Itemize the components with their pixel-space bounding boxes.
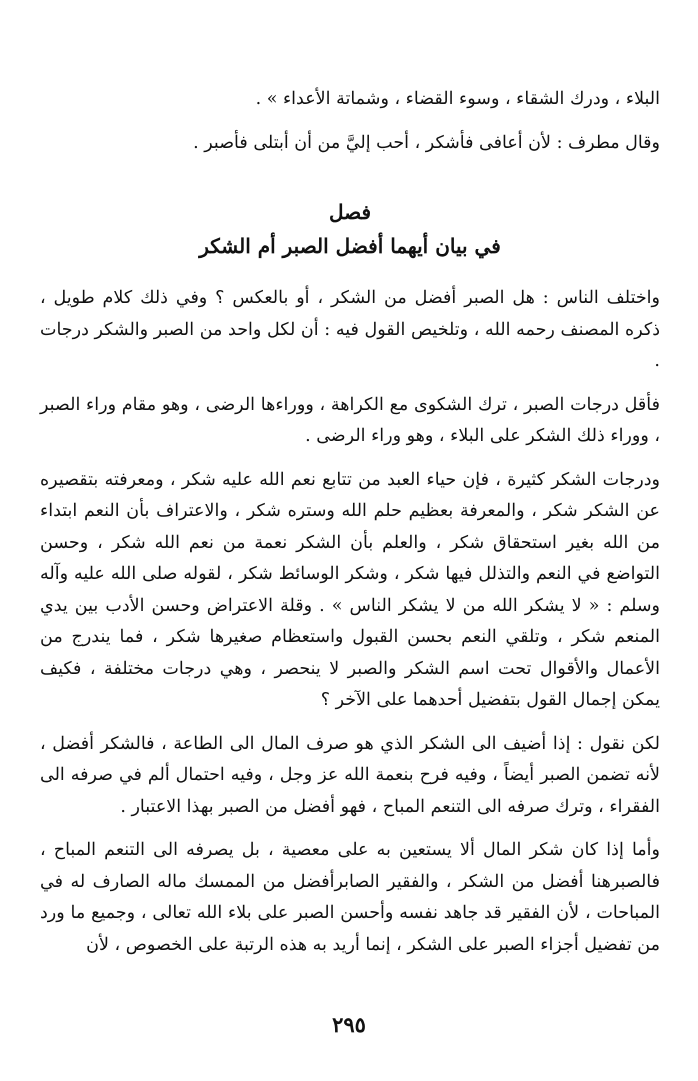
paragraph-body-5: وأما إذا كان شكر المال ألا يستعين به على معصية ، بل يصرفه الى التنعم المباح ، فالصبرهنا أفضل من الشكر ، والفقير الصابرأفضل من الممسك ماله الصارف له في المباحات ، لأن الفقير قد جاهد نفسه وأحسن الصبر على بلاء الله تعالى ، وجميع ما ورد من تفضيل أجزاء الصبر على الشكر ، إنما أريد به هذه الرتبة على الخصوص ، لأن bbox=[40, 840, 660, 955]
page-number: ٢٩٥ bbox=[332, 1012, 366, 1037]
paragraph-body-3: ودرجات الشكر كثيرة ، فإن حياء العبد من تتابع نعم الله عليه شكر ، ومعرفته بتقصيره عن الشكر شكر ، والمعرفة بعظيم حلم الله وستره شكر ، والاعتراف بأن النعم ابتداء من الله بغير استحقاق شكر ، والعلم بأن الشكر نعمة من نعم الله شكر ، وحسن التواضع في النعم والتذلل فيها شكر ، وشكر الوسائط شكر ، لقوله صلى الله عليه وآله وسلم : « لا يشكر الله من لا يشكر الناس » . وقلة الاعتراض وحسن الأدب بين يدي المنعم شكر ، وتلقي النعم بحسن القبول واستعظام صغيرها شكر ، فما يندرج من الأعمال والأقوال تحت اسم الشكر والصبر لا ينحصر ، وهي درجات مختلفة ، فكيف يمكن إجمال القول بتفضيل أحدهما على الآخر ؟ bbox=[40, 469, 660, 710]
paragraph-intro-1: البلاء ، ودرك الشقاء ، وسوء القضاء ، وشماتة الأعداء » . bbox=[255, 89, 660, 109]
section-label: فصل bbox=[328, 200, 372, 224]
paragraph-intro-2: وقال مطرف : لأن أعافى فأشكر ، أحب إليَّ من أن أبتلى فأصبر . bbox=[193, 132, 660, 153]
paragraph-body-1: واختلف الناس : هل الصبر أفضل من الشكر ، أو بالعكس ؟ وفي ذلك كلام طويل ، ذكره المصنف رحمه الله ، وتلخيص القول فيه : أن لكل واحد من الصبر والشكر درجات . bbox=[40, 288, 660, 371]
paragraph-body-2: فأقل درجات الصبر ، ترك الشكوى مع الكراهة ، ووراءها الرضى ، وهو مقام وراء الصبر ، ووراء ذلك الشكر على البلاء ، وهو وراء الرضى . bbox=[40, 394, 660, 446]
section-title: في بيان أيهما أفضل الصبر أم الشكر bbox=[199, 234, 501, 258]
paragraph-body-4: لكن نقول : إذا أضيف الى الشكر الذي هو صرف المال الى الطاعة ، فالشكر أفضل ، لأنه تضمن الصبر أيضاً ، وفيه فرح بنعمة الله عز وجل ، وفيه احتمال ألم في صرفه الى الفقراء ، وترك صرفه الى التنعم المباح ، فهو أفضل من الصبر بهذا الاعتبار . bbox=[40, 733, 660, 817]
section-heading bbox=[40, 195, 660, 263]
